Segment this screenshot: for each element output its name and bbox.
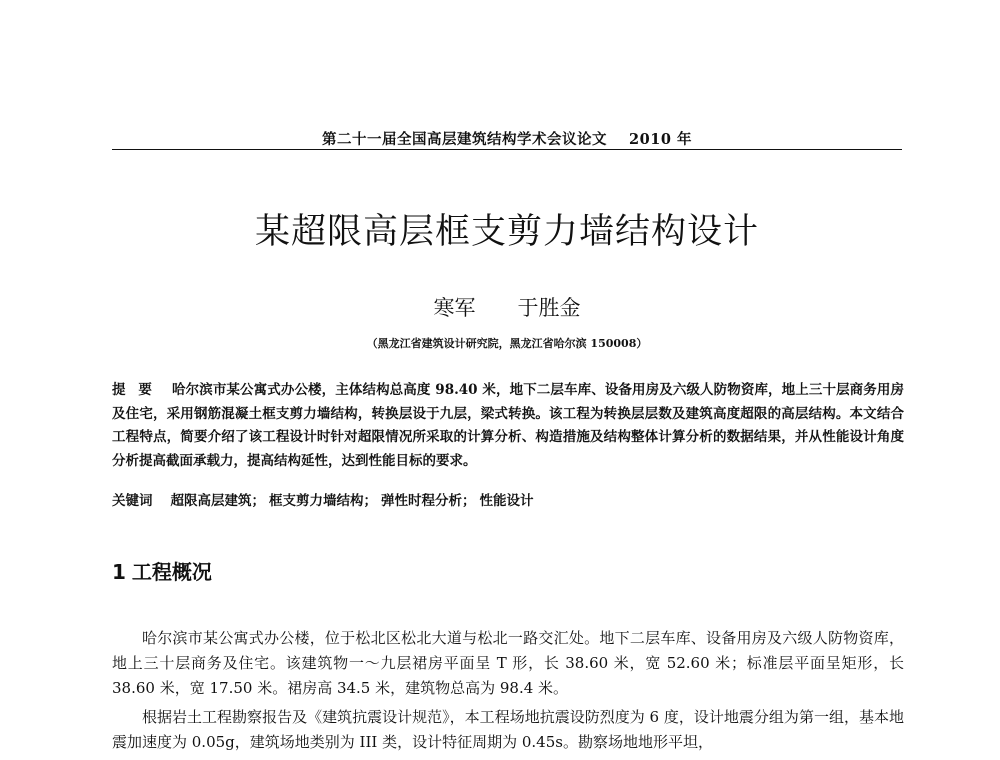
header-divider <box>112 149 902 150</box>
abstract-text: 哈尔滨市某公寓式办公楼，主体结构总高度 98.40 米，地下二层车库、设备用房及六级人防物资库，地上三十层商务用房及住宅，采用钢筋混凝土框支剪力墙结构，转换层设于九层，梁式转换。该工程为转换层层数及建筑高度超限的高层结构。本文结合工程特点，简要介绍了该工程设计时针对超限情况所采取的计算分析、构造措施及结构整体计算分析的数据结果，并从性能设计角度分析提高截面承载力，提高结构延性，达到性能目标的要求。 <box>112 382 904 469</box>
body-paragraph: 哈尔滨市某公寓式办公楼，位于松北区松北大道与松北一路交汇处。地下二层车库、设备用房及六级人防物资库，地上三十层商务及住宅。该建筑物一～九层裙房平面呈 T 形，长 38.60 米，宽 52.60 米；标准层平面呈矩形，长 38.60 米，宽 17.50 米。裙房高 34.5 米，建筑物总高为 98.4 米。 <box>112 629 904 697</box>
keywords <box>112 490 904 513</box>
abstract <box>112 379 904 473</box>
keyword: 超限高层建筑； <box>170 493 265 509</box>
conference-title: 第二十一届全国高层建筑结构学术会议论文 <box>322 131 608 148</box>
keyword: 框支剪力墙结构； <box>269 493 377 509</box>
conference-year: 2010 年 <box>629 131 692 148</box>
abstract-label: 提 要 <box>112 382 157 398</box>
section-number: 1 <box>112 560 126 584</box>
author-name: 于胜金 <box>517 296 581 320</box>
paper-title: 某超限高层框支剪力墙结构设计 <box>254 212 759 252</box>
keywords-label: 关键词 <box>112 493 153 509</box>
body-paragraph: 根据岩土工程勘察报告及《建筑抗震设计规范》，本工程场地抗震设防烈度为 6 度，设计地震分组为第一组，基本地震加速度为 0.05g，建筑场地类别为 III 类，设计特征周期为 0.45s。勘察场地地形平坦， <box>112 708 904 751</box>
section-heading <box>112 556 212 585</box>
running-header <box>112 128 902 149</box>
author-list <box>112 292 902 322</box>
keyword: 弹性时程分析； <box>381 493 476 509</box>
keyword: 性能设计 <box>479 493 534 509</box>
author-affiliation: （黑龙江省建筑设计研究院，黑龙江省哈尔滨 150008） <box>366 337 648 350</box>
section-title: 工程概况 <box>131 560 212 584</box>
author-name: 寒军 <box>433 296 476 320</box>
